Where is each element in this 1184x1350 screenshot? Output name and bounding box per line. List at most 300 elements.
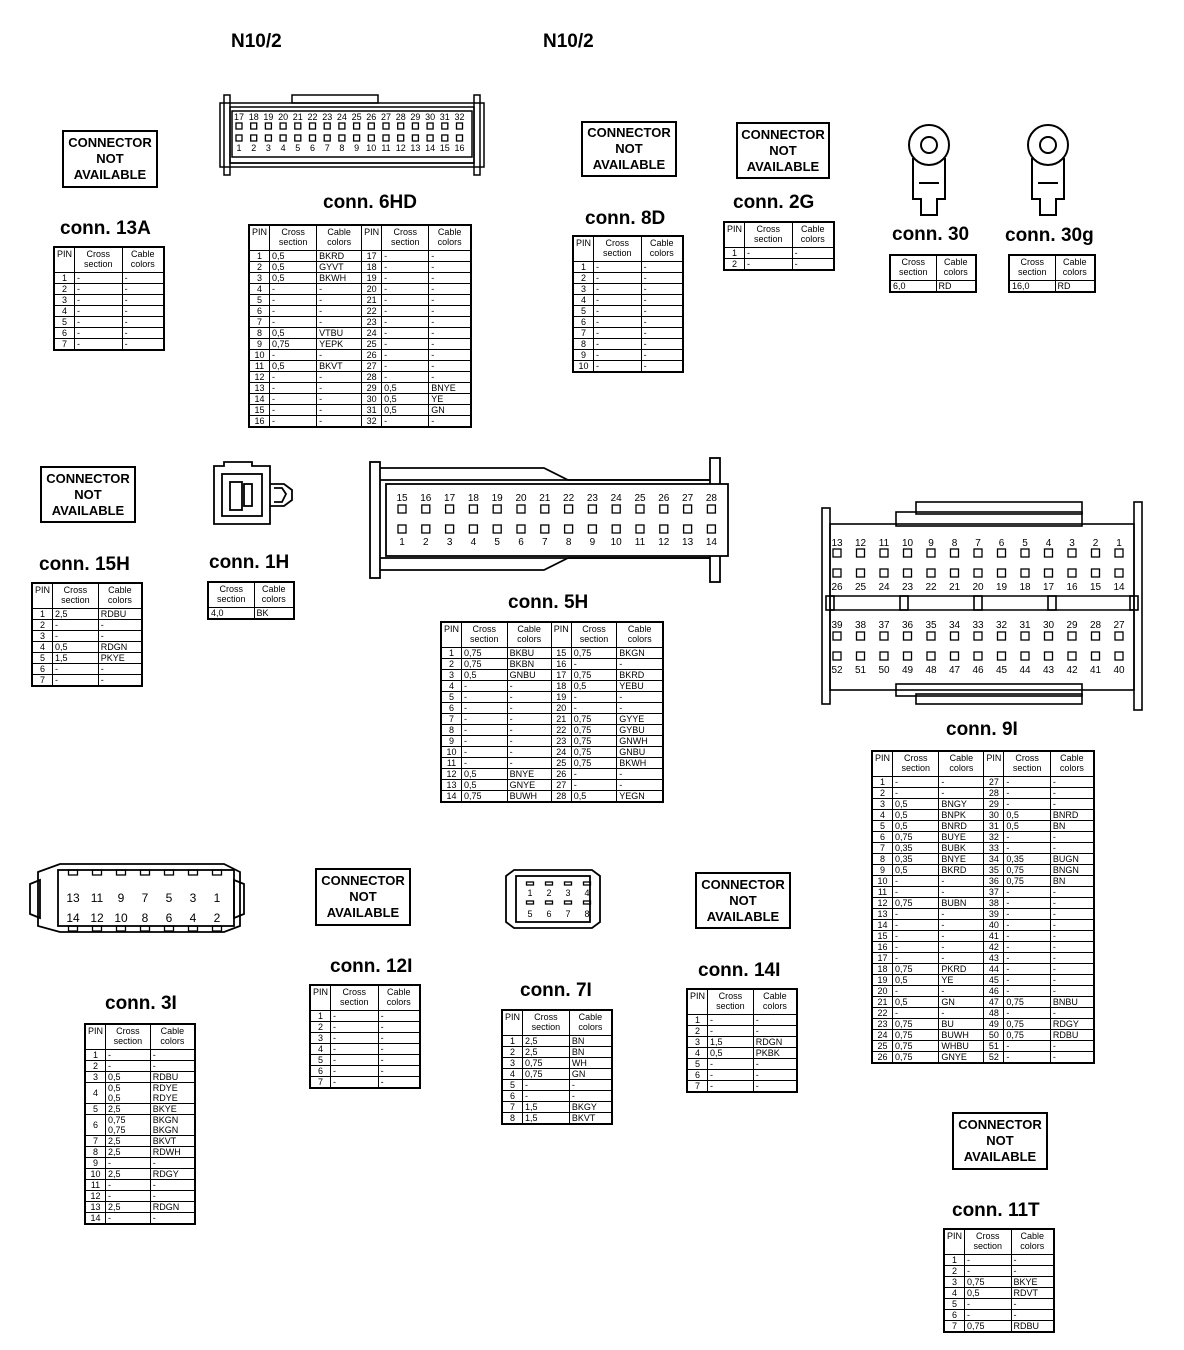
pin-socket xyxy=(951,632,959,640)
pin-label: 24 xyxy=(610,493,622,504)
cross-section-cell: 0,5 0,5 xyxy=(106,1083,151,1104)
cable-color-cell: BNRD xyxy=(939,821,984,832)
table-row xyxy=(85,1050,195,1061)
pin-number-cell: 7 xyxy=(872,843,893,854)
pin-socket xyxy=(998,569,1006,577)
table-row xyxy=(872,777,1094,788)
pin-label: 6 xyxy=(546,909,552,919)
header-pin: PIN xyxy=(249,225,270,251)
pin-number-cell: 5 xyxy=(85,1104,106,1115)
cable-color-cell: BUWH xyxy=(939,1030,984,1041)
pin-number-cell: 14 xyxy=(441,791,462,803)
pin-socket xyxy=(368,135,374,141)
cable-color-cell: - xyxy=(939,788,984,799)
pin-number-cell: 5 xyxy=(32,653,53,664)
cable-color-cell: GNWH xyxy=(617,736,663,747)
pin-label: 31 xyxy=(439,112,450,122)
cross-section-cell: - xyxy=(106,1061,151,1072)
cable-color-cell: - xyxy=(1011,1255,1054,1266)
pin-number-cell: 30 xyxy=(362,394,382,405)
cable-color-cell: - xyxy=(317,383,362,394)
pin-socket xyxy=(904,652,912,660)
pin-number-cell: 12 xyxy=(441,769,462,780)
table-row xyxy=(32,620,142,631)
table-row xyxy=(54,339,164,351)
pin-label: 12 xyxy=(658,537,670,548)
cross-section-cell: 0,5 xyxy=(571,681,617,692)
cable-color-cell: - xyxy=(641,295,683,306)
cable-color-cell: - xyxy=(150,1158,195,1169)
cross-section-cell: 0,75 0,75 xyxy=(106,1115,151,1136)
pin-number-cell: 16 xyxy=(551,659,571,670)
pin-number-cell: 21 xyxy=(551,714,571,725)
pin-number-cell: 2 xyxy=(687,1026,708,1037)
pin-number-cell: 28 xyxy=(551,791,571,803)
pin-socket xyxy=(280,123,286,129)
pin-number-cell: 37 xyxy=(984,887,1004,898)
cross-section-cell: 0,75 xyxy=(893,1052,939,1064)
pin-label: 16 xyxy=(1066,582,1078,593)
pin-socket xyxy=(324,135,330,141)
header-cable-colors: Cable colors xyxy=(378,985,420,1011)
cable-color-cell: RDGN xyxy=(753,1037,797,1048)
cross-section-cell: 0,5 xyxy=(462,670,508,681)
cable-color-cell: VTBU xyxy=(317,328,362,339)
pin-label: 5 xyxy=(295,143,301,153)
cross-section-cell: - xyxy=(571,780,617,791)
pin-label: 7 xyxy=(324,143,330,153)
header-cable-colors: Cable colors xyxy=(507,622,551,648)
pin-socket xyxy=(833,632,841,640)
cable-color-cell: BKBN xyxy=(507,659,551,670)
table-row xyxy=(441,703,663,714)
pin-number-cell: 3 xyxy=(441,670,462,681)
table-row xyxy=(573,328,683,339)
cable-color-cell: - xyxy=(641,306,683,317)
cross-section-cell: - xyxy=(270,383,317,394)
pin-label: 4 xyxy=(584,888,590,898)
pin-socket xyxy=(565,882,572,885)
header-cable-colors: Cable colors xyxy=(317,225,362,251)
pin-socket xyxy=(880,632,888,640)
cross-section-cell: - xyxy=(53,620,99,631)
table-row xyxy=(872,1008,1094,1019)
cross-section-cell: - xyxy=(270,284,317,295)
cross-section-cell: - xyxy=(270,317,317,328)
cable-color-cell: - xyxy=(429,306,471,317)
pin-label: 21 xyxy=(948,582,961,593)
cross-section-cell: - xyxy=(270,306,317,317)
cross-section-cell: - xyxy=(965,1310,1011,1321)
pin-number-cell: 4 xyxy=(249,284,270,295)
table-row xyxy=(687,1059,797,1070)
pin-number-cell: 34 xyxy=(984,854,1004,865)
table-row xyxy=(85,1136,195,1147)
cable-color-cell: - xyxy=(122,339,164,351)
cable-color-cell: BUBN xyxy=(939,898,984,909)
pin-number-cell: 6 xyxy=(441,703,462,714)
pin-number-cell: 42 xyxy=(984,942,1004,953)
cross-section-cell: - xyxy=(53,631,99,642)
cable-color-cell: - xyxy=(317,394,362,405)
pin-number-cell: 4 xyxy=(502,1069,523,1080)
table-row xyxy=(687,1048,797,1059)
table-row xyxy=(502,1102,612,1113)
cable-color-cell: RDBU xyxy=(98,609,142,620)
table-row xyxy=(32,653,142,664)
cross-section-cell: - xyxy=(106,1180,151,1191)
pin-label: 3 xyxy=(265,143,271,153)
conn-30g-title: conn. 30g xyxy=(1005,225,1094,246)
cable-color-cell: - xyxy=(378,1066,420,1077)
conn-30-title: conn. 30 xyxy=(892,224,970,245)
pin-label: 16 xyxy=(454,143,465,153)
header-cable-colors: Cable colors xyxy=(1055,255,1095,281)
cable-color-cell: - xyxy=(617,692,663,703)
cable-color-cell: BKVT xyxy=(150,1136,195,1147)
cross-section-cell: 0,75 xyxy=(1004,1030,1050,1041)
cross-section-cell: - xyxy=(893,942,939,953)
cross-section-cell: 0,5 xyxy=(893,997,939,1008)
pin-label: 31 xyxy=(1019,620,1031,631)
header-cable-colors: Cable colors xyxy=(936,255,976,281)
pin-number-cell: 14 xyxy=(85,1213,106,1225)
pin-label: 8 xyxy=(141,911,149,925)
cross-section-cell: 0,5 xyxy=(270,251,317,262)
header-cross-section: Cross section xyxy=(1004,751,1050,777)
pin-label: 25 xyxy=(634,493,646,504)
cross-section-cell: - xyxy=(53,675,99,687)
pin-number-cell: 17 xyxy=(362,251,382,262)
pin-number-cell: 13 xyxy=(85,1202,106,1213)
cable-color-cell: BUBK xyxy=(939,843,984,854)
pin-number-cell: 26 xyxy=(551,769,571,780)
pin-socket xyxy=(927,549,935,557)
cable-color-cell: - xyxy=(317,317,362,328)
pin-socket xyxy=(565,901,572,904)
cable-color-cell: YEGN xyxy=(617,791,663,803)
cross-section-cell: - xyxy=(893,909,939,920)
header-cross-section: Cross section xyxy=(745,222,793,248)
pin-number-cell: 6 xyxy=(687,1070,708,1081)
pin-number-cell: 41 xyxy=(984,931,1004,942)
table-row xyxy=(573,317,683,328)
cross-section-cell: - xyxy=(270,416,317,428)
cross-section-cell: 0,75 xyxy=(893,898,939,909)
pin-label: 8 xyxy=(565,537,572,548)
pin-label: 23 xyxy=(901,582,914,593)
cross-section-cell: - xyxy=(965,1255,1011,1266)
cable-color-cell: - xyxy=(429,295,471,306)
pin-socket xyxy=(1021,652,1029,660)
table-row xyxy=(85,1158,195,1169)
pin-number-cell: 23 xyxy=(362,317,382,328)
pin-label: 3 xyxy=(446,537,453,548)
table-row xyxy=(85,1213,195,1225)
cable-color-cell: - xyxy=(939,1008,984,1019)
conn-13A-title: conn. 13A xyxy=(60,218,151,239)
cable-color-cell: - xyxy=(429,339,471,350)
pin-number-cell: 8 xyxy=(85,1147,106,1158)
cable-color-cell: - xyxy=(1050,1041,1094,1052)
cross-section-cell: 0,75 xyxy=(571,670,617,681)
cable-color-cell: BKVT xyxy=(317,361,362,372)
cable-color-cell: RD xyxy=(1055,281,1095,293)
pin-number-cell: 15 xyxy=(249,405,270,416)
pin-number-cell: 17 xyxy=(551,670,571,681)
cable-color-cell: RD xyxy=(936,281,976,293)
pin-label: 10 xyxy=(366,143,377,153)
pin-label: 5 xyxy=(1022,538,1028,549)
pin-number-cell: 28 xyxy=(984,788,1004,799)
pin-socket xyxy=(383,135,389,141)
cable-color-cell: - xyxy=(939,953,984,964)
pin-number-cell: 9 xyxy=(573,350,594,361)
pin-label: 8 xyxy=(339,143,345,153)
pin-number-cell: 2 xyxy=(573,273,594,284)
pin-number-cell: 46 xyxy=(984,986,1004,997)
pin-number-cell: 6 xyxy=(502,1091,523,1102)
pin-label: 22 xyxy=(563,493,575,504)
pin-socket xyxy=(1092,652,1100,660)
table-row xyxy=(944,1299,1054,1310)
table-row xyxy=(872,788,1094,799)
pin-socket xyxy=(339,135,345,141)
cross-section-cell: - xyxy=(708,1015,754,1026)
not-available-13A: CONNECTOR NOT AVAILABLE xyxy=(62,130,158,188)
cable-color-cell: - xyxy=(1011,1299,1054,1310)
pin-table-2G xyxy=(723,221,835,271)
cross-section-cell: - xyxy=(965,1266,1011,1277)
table-row xyxy=(502,1080,612,1091)
cross-section-cell: - xyxy=(382,328,429,339)
header-pin: PIN xyxy=(944,1229,965,1255)
table-row xyxy=(573,350,683,361)
pin-label: 49 xyxy=(901,665,914,676)
pin-table-13A xyxy=(53,246,165,351)
cable-color-cell: RDBU xyxy=(150,1072,195,1083)
pin-label: 52 xyxy=(831,665,843,676)
pin-number-cell: 3 xyxy=(573,284,594,295)
table-row xyxy=(249,328,471,339)
table-row xyxy=(441,681,663,692)
cable-color-cell: - xyxy=(429,262,471,273)
table-row xyxy=(85,1104,195,1115)
pin-socket xyxy=(927,632,935,640)
table-row xyxy=(441,758,663,769)
cross-section-cell: - xyxy=(893,931,939,942)
pin-table-9I xyxy=(871,750,1095,1064)
cable-color-cell: - xyxy=(617,780,663,791)
cross-section-cell: - xyxy=(1004,942,1050,953)
pin-number-cell: 19 xyxy=(551,692,571,703)
cross-section-cell: 0,5 xyxy=(965,1288,1011,1299)
pin-number-cell: 50 xyxy=(984,1030,1004,1041)
pin-number-cell: 24 xyxy=(872,1030,893,1041)
pin-number-cell: 4 xyxy=(573,295,594,306)
cross-section-cell: - xyxy=(270,372,317,383)
conn-9I-title: conn. 9I xyxy=(946,719,1018,740)
cross-section-cell: - xyxy=(1004,909,1050,920)
pin-socket xyxy=(904,632,912,640)
header-cross-section: Cross section xyxy=(1009,255,1055,281)
pin-number-cell: 8 xyxy=(441,725,462,736)
cable-color-cell: RDGY xyxy=(1050,1019,1094,1030)
pin-label: 44 xyxy=(1019,665,1031,676)
pin-number-cell: 20 xyxy=(872,986,893,997)
pin-socket xyxy=(880,549,888,557)
cross-section-cell: - xyxy=(75,273,123,284)
cross-section-cell: 0,75 xyxy=(1004,1019,1050,1030)
cross-section-cell: - xyxy=(382,295,429,306)
pin-label: 1 xyxy=(236,143,242,153)
cross-section-cell: - xyxy=(382,339,429,350)
pin-table-6HD xyxy=(248,224,472,428)
pin-label: 7 xyxy=(141,891,149,905)
cable-color-cell: - xyxy=(507,692,551,703)
connector-30g-drawing xyxy=(1026,123,1072,219)
pin-number-cell: 12 xyxy=(85,1191,106,1202)
pin-number-cell: 39 xyxy=(984,909,1004,920)
pin-label: 28 xyxy=(395,112,406,122)
cross-section-cell: - xyxy=(270,350,317,361)
cable-color-cell: GNYE xyxy=(939,1052,984,1064)
cross-section-cell: - xyxy=(106,1050,151,1061)
cross-section-cell: 0,75 xyxy=(571,736,617,747)
cross-section-cell: - xyxy=(893,887,939,898)
cable-color-cell: BUYE xyxy=(939,832,984,843)
pin-socket xyxy=(265,123,271,129)
cable-color-cell: - xyxy=(429,361,471,372)
pin-number-cell: 25 xyxy=(362,339,382,350)
pin-label: 4 xyxy=(1045,538,1052,549)
pin-label: 2 xyxy=(251,143,257,153)
pin-number-cell: 4 xyxy=(441,681,462,692)
table-row xyxy=(208,608,294,620)
pin-socket xyxy=(1068,549,1076,557)
pin-number-cell: 7 xyxy=(687,1081,708,1093)
pin-label: 17 xyxy=(444,493,456,504)
header-cross-section: Cross section xyxy=(208,582,254,608)
table-row xyxy=(54,273,164,284)
pin-socket xyxy=(998,632,1006,640)
pin-label: 11 xyxy=(634,537,646,548)
cross-section-cell: 0,5 xyxy=(382,405,429,416)
cable-color-cell: RDBU xyxy=(1050,1030,1094,1041)
cable-color-cell: GYYE xyxy=(617,714,663,725)
cable-color-cell: - xyxy=(150,1213,195,1225)
pin-label: 8 xyxy=(951,538,958,549)
pin-socket xyxy=(398,123,404,129)
cable-color-cell: - xyxy=(1050,931,1094,942)
table-row xyxy=(441,714,663,725)
pin-label: 50 xyxy=(878,665,890,676)
cable-color-cell: RDBU xyxy=(1011,1321,1054,1333)
connector-3I-drawing xyxy=(26,860,248,938)
cross-section-cell: - xyxy=(462,758,508,769)
pin-number-cell: 14 xyxy=(249,394,270,405)
table-row xyxy=(310,1033,420,1044)
pin-label: 22 xyxy=(307,112,318,122)
header-pin: PIN xyxy=(984,751,1004,777)
pin-number-cell: 16 xyxy=(872,942,893,953)
pin-socket xyxy=(1115,632,1123,640)
cable-color-cell: - xyxy=(641,262,683,273)
pin-label: 33 xyxy=(972,620,984,631)
cable-color-cell: - xyxy=(98,675,142,687)
table-row xyxy=(872,810,1094,821)
pin-label: 26 xyxy=(831,582,843,593)
cross-section-cell: - xyxy=(382,361,429,372)
table-row xyxy=(872,975,1094,986)
cable-color-cell: - xyxy=(569,1080,612,1091)
cable-color-cell: BNGY xyxy=(939,799,984,810)
pin-number-cell: 29 xyxy=(984,799,1004,810)
table-row xyxy=(441,780,663,791)
cross-section-cell: 0,75 xyxy=(893,832,939,843)
pin-label: 36 xyxy=(901,620,914,631)
cross-section-cell: - xyxy=(462,747,508,758)
table-row xyxy=(872,986,1094,997)
table-row xyxy=(687,1037,797,1048)
pin-label: 26 xyxy=(366,112,377,122)
pin-label: 15 xyxy=(1089,582,1102,593)
table-row xyxy=(85,1115,195,1136)
cross-section-cell: 0,5 xyxy=(893,810,939,821)
table-row xyxy=(872,1041,1094,1052)
header-cable-colors: Cable colors xyxy=(753,989,797,1015)
pin-number-cell: 6 xyxy=(85,1115,106,1136)
pin-socket xyxy=(1115,549,1123,557)
pin-socket xyxy=(857,549,865,557)
pin-number-cell: 19 xyxy=(872,975,893,986)
pin-number-cell: 5 xyxy=(249,295,270,306)
connector-5H-drawing xyxy=(368,458,728,582)
pin-label: 9 xyxy=(117,891,125,905)
cable-color-cell: - xyxy=(1050,1008,1094,1019)
cross-section-cell: 0,75 xyxy=(893,1041,939,1052)
pin-number-cell: 2 xyxy=(944,1266,965,1277)
pin-number-cell: 10 xyxy=(872,876,893,887)
cross-section-cell: 0,5 xyxy=(1004,821,1050,832)
cable-color-cell: - xyxy=(939,876,984,887)
table-row xyxy=(249,416,471,428)
cable-color-cell: WH xyxy=(569,1058,612,1069)
pin-number-cell: 40 xyxy=(984,920,1004,931)
pin-label: 15 xyxy=(439,143,450,153)
pin-socket xyxy=(1092,569,1100,577)
pin-label: 15 xyxy=(396,493,408,504)
pin-label: 40 xyxy=(1113,665,1125,676)
header-cable-colors: Cable colors xyxy=(122,247,164,273)
cross-section-cell: - xyxy=(331,1033,379,1044)
cross-section-cell: - xyxy=(382,284,429,295)
conn-11T-title: conn. 11T xyxy=(952,1200,1040,1221)
cable-color-cell: RDWH xyxy=(150,1147,195,1158)
cross-section-cell: 0,75 xyxy=(1004,865,1050,876)
pin-number-cell: 7 xyxy=(310,1077,331,1089)
header-cable-colors: Cable colors xyxy=(429,225,471,251)
pin-socket xyxy=(265,135,271,141)
pin-number-cell: 3 xyxy=(310,1033,331,1044)
pin-number-cell: 2 xyxy=(310,1022,331,1033)
pin-number-cell: 47 xyxy=(984,997,1004,1008)
connector-6HD-drawing xyxy=(218,93,486,177)
pin-socket xyxy=(1021,549,1029,557)
pin-number-cell: 45 xyxy=(984,975,1004,986)
pin-label: 29 xyxy=(410,112,421,122)
cross-section-cell: - xyxy=(382,306,429,317)
